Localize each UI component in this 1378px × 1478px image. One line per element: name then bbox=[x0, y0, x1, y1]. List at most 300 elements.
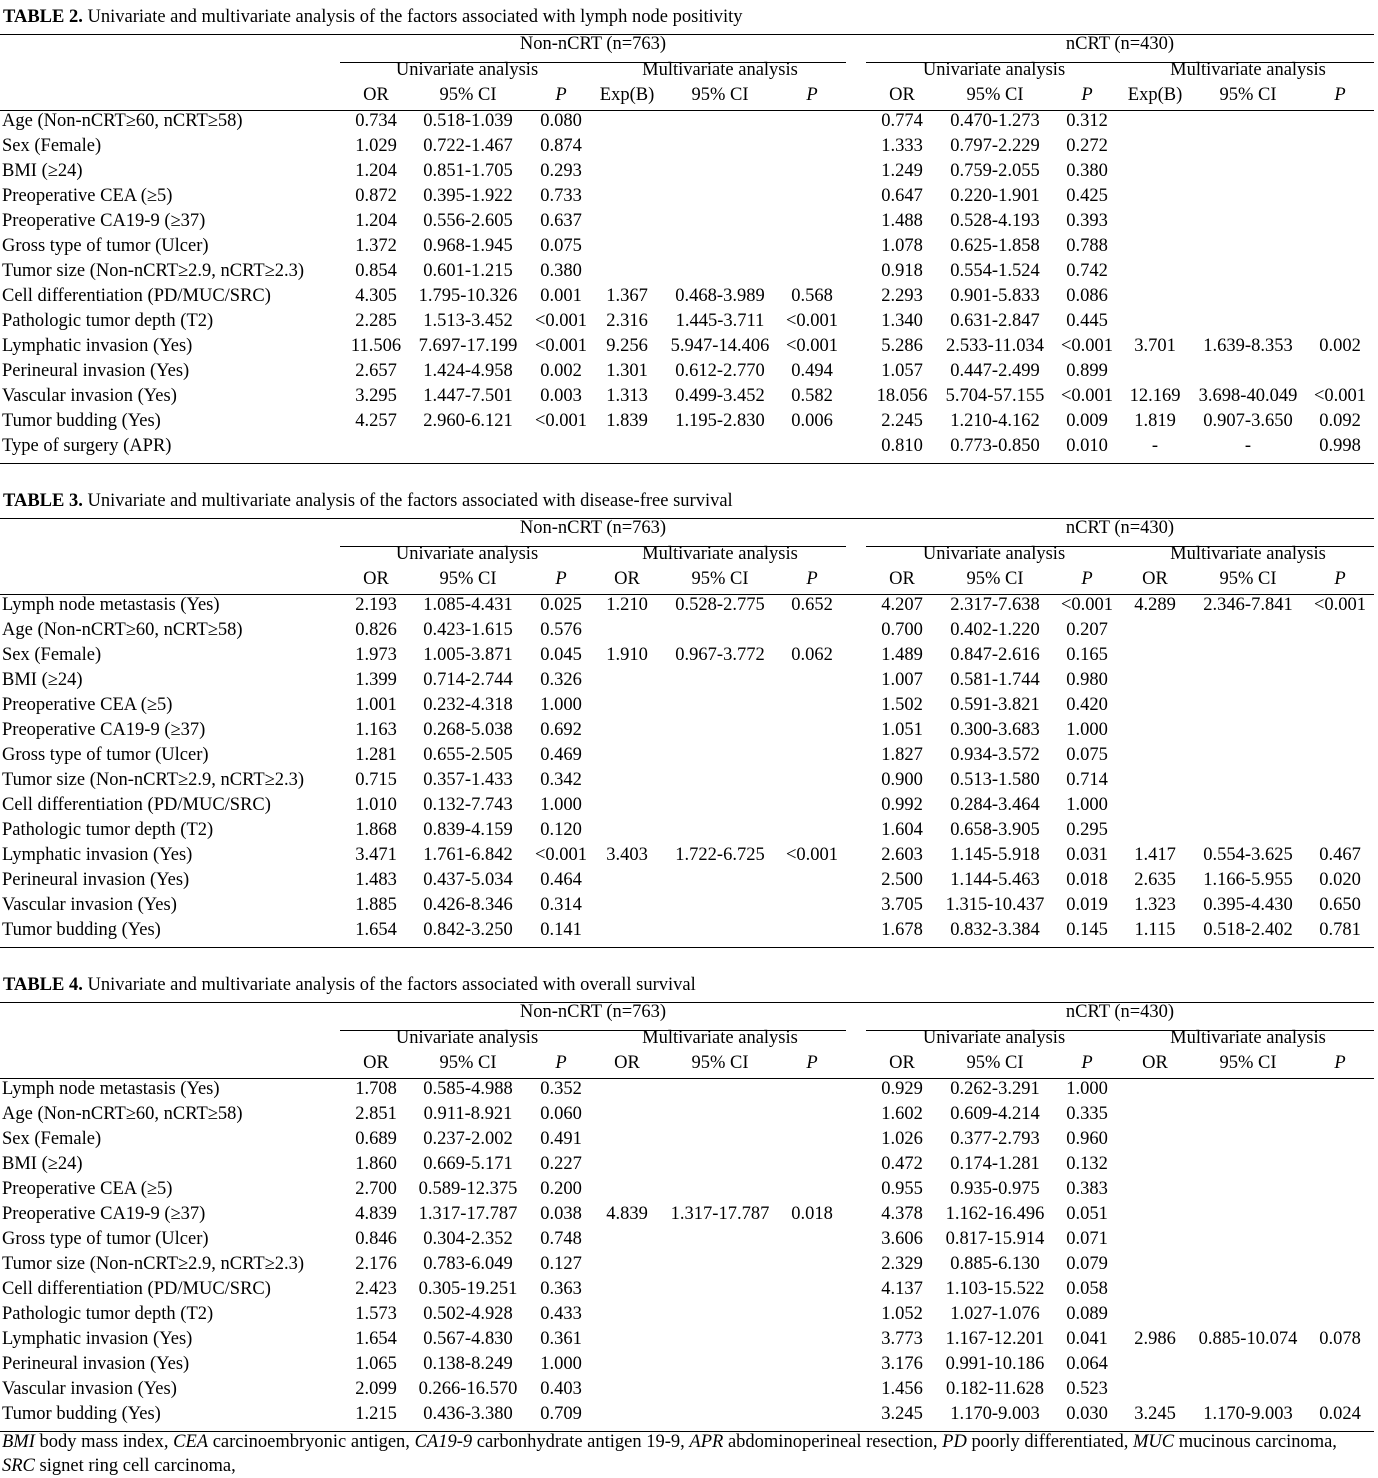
table-cell: 0.019 bbox=[1066, 895, 1108, 915]
table-cell: 0.469 bbox=[540, 745, 582, 765]
subgroup-header: Multivariate analysis bbox=[1170, 60, 1326, 80]
table-cell: 0.003 bbox=[540, 386, 582, 406]
table-cell: 2.176 bbox=[355, 1254, 397, 1274]
table-cell: 1.604 bbox=[881, 820, 923, 840]
table-cell: 0.041 bbox=[1066, 1329, 1108, 1349]
table-cell: 1.115 bbox=[1134, 920, 1176, 940]
table-cell: 1.144-5.463 bbox=[950, 870, 1040, 890]
table-cell: 1.399 bbox=[355, 670, 397, 690]
group-header: nCRT (n=430) bbox=[1065, 34, 1175, 54]
table-cell: 0.089 bbox=[1066, 1304, 1108, 1324]
group-header: nCRT (n=430) bbox=[1065, 1002, 1175, 1022]
subgroup-header: Univariate analysis bbox=[395, 1028, 539, 1048]
table-cell: 1.323 bbox=[1134, 895, 1176, 915]
row-label: Tumor budding (Yes) bbox=[2, 411, 161, 431]
table-title: Univariate and multivariate analysis of the factors associated with disease-free survival bbox=[82, 491, 733, 511]
table-cell: 1.639-8.353 bbox=[1203, 336, 1293, 356]
table-cell: 2.285 bbox=[355, 311, 397, 331]
table-cell: 1.839 bbox=[606, 411, 648, 431]
column-header: 95% CI bbox=[1219, 1053, 1277, 1073]
table-cell: 1.301 bbox=[606, 361, 648, 381]
column-header: 95% CI bbox=[691, 569, 749, 589]
row-label: Age (Non-nCRT≥60, nCRT≥58) bbox=[2, 620, 243, 640]
table-cell: 4.839 bbox=[355, 1204, 397, 1224]
table-cell: 3.295 bbox=[355, 386, 397, 406]
table-cell: 2.533-11.034 bbox=[946, 336, 1044, 356]
row-label: Vascular invasion (Yes) bbox=[2, 895, 177, 915]
table-cell: 1.317-17.787 bbox=[418, 1204, 518, 1224]
table-cell: 0.601-1.215 bbox=[423, 261, 513, 281]
table-cell: 0.132 bbox=[1066, 1154, 1108, 1174]
column-header: OR bbox=[1142, 1053, 1168, 1073]
table-cell: 0.847-2.616 bbox=[950, 645, 1040, 665]
table-cell: 0.576 bbox=[540, 620, 582, 640]
table-cell: 0.024 bbox=[1319, 1404, 1361, 1424]
table-cell: 0.733 bbox=[540, 186, 582, 206]
table-cell: <0.001 bbox=[1313, 595, 1367, 615]
column-header: OR bbox=[889, 85, 915, 105]
table-cell: 0.058 bbox=[1066, 1279, 1108, 1299]
table-cell: 0.361 bbox=[540, 1329, 582, 1349]
table-cell: 2.960-6.121 bbox=[423, 411, 513, 431]
group-header: nCRT (n=430) bbox=[1065, 518, 1175, 538]
table-cell: 0.132-7.743 bbox=[423, 795, 513, 815]
table-cell: <0.001 bbox=[534, 845, 588, 865]
row-label: Pathologic tumor depth (T2) bbox=[2, 1304, 214, 1324]
table-cell: 3.698-40.049 bbox=[1198, 386, 1298, 406]
table-cell: 0.075 bbox=[540, 236, 582, 256]
table-caption bbox=[3, 7, 743, 28]
table-cell: 0.295 bbox=[1066, 820, 1108, 840]
table-cell: 0.468-3.989 bbox=[675, 286, 765, 306]
row-label: Tumor budding (Yes) bbox=[2, 920, 161, 940]
table-cell: 4.839 bbox=[606, 1204, 648, 1224]
table-cell: 11.506 bbox=[350, 336, 402, 356]
table-cell: 0.380 bbox=[1066, 161, 1108, 181]
table-cell: 0.335 bbox=[1066, 1104, 1108, 1124]
table-cell: 4.207 bbox=[881, 595, 923, 615]
table-cell: 0.002 bbox=[1319, 336, 1361, 356]
table-cell: 0.120 bbox=[540, 820, 582, 840]
table-cell: 0.773-0.850 bbox=[950, 436, 1040, 456]
table-cell: <0.001 bbox=[534, 411, 588, 431]
table-cell: 0.395-1.922 bbox=[423, 186, 513, 206]
table-cell: 0.612-2.770 bbox=[675, 361, 765, 381]
table-cell: 0.079 bbox=[1066, 1254, 1108, 1274]
footnote-definition: poorly differentiated, bbox=[966, 1432, 1133, 1452]
row-label: Preoperative CA19-9 (≥37) bbox=[2, 1204, 206, 1224]
row-label: BMI (≥24) bbox=[2, 1154, 83, 1174]
table-cell: 0.609-4.214 bbox=[950, 1104, 1040, 1124]
table-cell: 0.998 bbox=[1319, 436, 1361, 456]
table-cell: 3.701 bbox=[1134, 336, 1176, 356]
table-cell: 0.955 bbox=[881, 1179, 923, 1199]
column-header: P bbox=[1081, 1053, 1093, 1073]
table-cell: 0.582 bbox=[791, 386, 833, 406]
table-cell: 4.378 bbox=[881, 1204, 923, 1224]
table-cell: 1.210 bbox=[606, 595, 648, 615]
table-number: TABLE 4. bbox=[3, 975, 83, 995]
table-cell: 0.426-8.346 bbox=[423, 895, 513, 915]
row-label: Cell differentiation (PD/MUC/SRC) bbox=[2, 286, 271, 306]
table-cell: 0.071 bbox=[1066, 1229, 1108, 1249]
table-cell: 0.797-2.229 bbox=[950, 136, 1040, 156]
row-label: Type of surgery (APR) bbox=[2, 436, 172, 456]
table-title: Univariate and multivariate analysis of the factors associated with overall survival bbox=[82, 975, 696, 995]
table-cell: 0.127 bbox=[540, 1254, 582, 1274]
table-cell: 0.200 bbox=[540, 1179, 582, 1199]
table-cell: 1.827 bbox=[881, 745, 923, 765]
row-label: Sex (Female) bbox=[2, 136, 102, 156]
table-cell: 2.851 bbox=[355, 1104, 397, 1124]
row-label: Lymph node metastasis (Yes) bbox=[2, 595, 220, 615]
table-cell: 0.312 bbox=[1066, 111, 1108, 131]
table-cell: 9.256 bbox=[606, 336, 648, 356]
row-label: Tumor size (Non-nCRT≥2.9, nCRT≥2.3) bbox=[2, 261, 305, 281]
table-cell: 0.377-2.793 bbox=[950, 1129, 1040, 1149]
table-cell: 0.402-1.220 bbox=[950, 620, 1040, 640]
table-cell: 0.652 bbox=[791, 595, 833, 615]
table-cell: 1.973 bbox=[355, 645, 397, 665]
table-cell: 1.065 bbox=[355, 1354, 397, 1374]
table-cell: 0.783-6.049 bbox=[423, 1254, 513, 1274]
table-cell: 0.078 bbox=[1319, 1329, 1361, 1349]
row-label: Lymphatic invasion (Yes) bbox=[2, 336, 193, 356]
table-cell: 0.141 bbox=[540, 920, 582, 940]
row-label: Tumor size (Non-nCRT≥2.9, nCRT≥2.3) bbox=[2, 770, 305, 790]
table-cell: 1.483 bbox=[355, 870, 397, 890]
table-cell: 0.207 bbox=[1066, 620, 1108, 640]
table-cell: 3.245 bbox=[1134, 1404, 1176, 1424]
table-cell: 0.658-3.905 bbox=[950, 820, 1040, 840]
footnote-abbreviation: APR bbox=[689, 1432, 724, 1452]
group-header: Non-nCRT (n=763) bbox=[519, 518, 667, 538]
table-cell: 1.052 bbox=[881, 1304, 923, 1324]
table-cell: 4.289 bbox=[1134, 595, 1176, 615]
table-cell: 0.700 bbox=[881, 620, 923, 640]
table-cell: 1.678 bbox=[881, 920, 923, 940]
column-header: OR bbox=[363, 85, 389, 105]
table-cell: 0.470-1.273 bbox=[950, 111, 1040, 131]
table-cell: 0.709 bbox=[540, 1404, 582, 1424]
row-label: Tumor budding (Yes) bbox=[2, 1404, 161, 1424]
table-cell: 0.062 bbox=[791, 645, 833, 665]
table-cell: 0.227 bbox=[540, 1154, 582, 1174]
row-label: Vascular invasion (Yes) bbox=[2, 386, 177, 406]
column-header: OR bbox=[363, 569, 389, 589]
table-cell: 1.167-12.201 bbox=[945, 1329, 1045, 1349]
table-cell: 1.340 bbox=[881, 311, 923, 331]
table-cell: <0.001 bbox=[785, 336, 839, 356]
table-cell: 1.010 bbox=[355, 795, 397, 815]
row-label: Pathologic tumor depth (T2) bbox=[2, 311, 214, 331]
table-cell: 3.245 bbox=[881, 1404, 923, 1424]
table-cell: 0.086 bbox=[1066, 286, 1108, 306]
table-cell: 0.907-3.650 bbox=[1203, 411, 1293, 431]
table-cell: 0.030 bbox=[1066, 1404, 1108, 1424]
table-cell: 0.010 bbox=[1066, 436, 1108, 456]
column-header: 95% CI bbox=[966, 569, 1024, 589]
table-cell: 0.513-1.580 bbox=[950, 770, 1040, 790]
table-cell: 0.839-4.159 bbox=[423, 820, 513, 840]
table-cell: 0.383 bbox=[1066, 1179, 1108, 1199]
table-cell: 5.704-57.155 bbox=[945, 386, 1045, 406]
table-cell: 0.138-8.249 bbox=[423, 1354, 513, 1374]
footnote-definition: body mass index, bbox=[34, 1432, 174, 1452]
row-label: Sex (Female) bbox=[2, 1129, 102, 1149]
table-cell: 0.528-4.193 bbox=[950, 211, 1040, 231]
table-cell: 0.045 bbox=[540, 645, 582, 665]
table-cell: 1.204 bbox=[355, 161, 397, 181]
table-cell: <0.001 bbox=[785, 845, 839, 865]
table-cell: 0.502-4.928 bbox=[423, 1304, 513, 1324]
table-cell: <0.001 bbox=[1060, 336, 1114, 356]
table-cell: 1.051 bbox=[881, 720, 923, 740]
table-cell: 0.810 bbox=[881, 436, 923, 456]
footnote-definition: carcinoembryonic antigen, bbox=[208, 1432, 415, 1452]
table-cell: 0.293 bbox=[540, 161, 582, 181]
table-cell: 0.631-2.847 bbox=[950, 311, 1040, 331]
table-cell: 0.518-1.039 bbox=[423, 111, 513, 131]
column-header: 95% CI bbox=[966, 85, 1024, 105]
footnote-abbreviation: MUC bbox=[1132, 1432, 1175, 1452]
row-label: Cell differentiation (PD/MUC/SRC) bbox=[2, 795, 271, 815]
table-cell: 1.445-3.711 bbox=[675, 311, 765, 331]
table-cell: 0.025 bbox=[540, 595, 582, 615]
table-cell: 0.715 bbox=[355, 770, 397, 790]
table-cell: 1.170-9.003 bbox=[1203, 1404, 1293, 1424]
table-cell: 0.080 bbox=[540, 111, 582, 131]
table-cell: 0.650 bbox=[1319, 895, 1361, 915]
table-cell: 0.714 bbox=[1066, 770, 1108, 790]
table-title: Univariate and multivariate analysis of the factors associated with lymph node positivity bbox=[82, 7, 743, 27]
column-header: P bbox=[806, 1053, 818, 1073]
row-label: Perineural invasion (Yes) bbox=[2, 870, 190, 890]
column-header: 95% CI bbox=[1219, 85, 1277, 105]
footnote bbox=[2, 1430, 1372, 1478]
table-cell: 1.602 bbox=[881, 1104, 923, 1124]
column-header: 95% CI bbox=[691, 85, 749, 105]
table-cell: 0.851-1.705 bbox=[423, 161, 513, 181]
table-cell: 1.885 bbox=[355, 895, 397, 915]
table-cell: 0.591-3.821 bbox=[950, 695, 1040, 715]
table-cell: 1.372 bbox=[355, 236, 397, 256]
table-cell: 0.523 bbox=[1066, 1379, 1108, 1399]
table-cell: 1.488 bbox=[881, 211, 923, 231]
table-cell: 2.603 bbox=[881, 845, 923, 865]
group-header: Non-nCRT (n=763) bbox=[519, 1002, 667, 1022]
table-cell: 0.901-5.833 bbox=[950, 286, 1040, 306]
footnote-abbreviation: SRC bbox=[2, 1456, 35, 1476]
table-cell: 2.316 bbox=[606, 311, 648, 331]
table-cell: 0.075 bbox=[1066, 745, 1108, 765]
table-cell: 0.918 bbox=[881, 261, 923, 281]
table-cell: 2.657 bbox=[355, 361, 397, 381]
table-cell: 1.367 bbox=[606, 286, 648, 306]
subgroup-header: Univariate analysis bbox=[922, 60, 1066, 80]
footnote-abbreviation: CEA bbox=[173, 1432, 209, 1452]
column-header: P bbox=[1334, 1053, 1346, 1073]
table-cell: 0.447-2.499 bbox=[950, 361, 1040, 381]
table-cell: 1.722-6.725 bbox=[675, 845, 765, 865]
table-cell: 0.220-1.901 bbox=[950, 186, 1040, 206]
table-cell: 5.947-14.406 bbox=[670, 336, 770, 356]
table-cell: 2.317-7.638 bbox=[950, 595, 1040, 615]
table-cell: 0.284-3.464 bbox=[950, 795, 1040, 815]
row-label: BMI (≥24) bbox=[2, 161, 83, 181]
table-cell: 0.655-2.505 bbox=[423, 745, 513, 765]
table-cell: 1.708 bbox=[355, 1079, 397, 1099]
table-cell: 4.305 bbox=[355, 286, 397, 306]
table-cell: 0.826 bbox=[355, 620, 397, 640]
table-cell: 0.266-16.570 bbox=[418, 1379, 518, 1399]
column-header: OR bbox=[363, 1053, 389, 1073]
table-cell: 3.176 bbox=[881, 1354, 923, 1374]
row-label: Preoperative CEA (≥5) bbox=[2, 186, 173, 206]
row-label: Age (Non-nCRT≥60, nCRT≥58) bbox=[2, 1104, 243, 1124]
table-cell: 1.000 bbox=[540, 695, 582, 715]
subgroup-header: Multivariate analysis bbox=[1170, 1028, 1326, 1048]
row-label: Preoperative CA19-9 (≥37) bbox=[2, 720, 206, 740]
table-cell: 0.314 bbox=[540, 895, 582, 915]
table-cell: 0.436-3.380 bbox=[423, 1404, 513, 1424]
table-cell: 1.424-4.958 bbox=[423, 361, 513, 381]
table-cell: 0.885-6.130 bbox=[950, 1254, 1040, 1274]
table-cell: 0.272 bbox=[1066, 136, 1108, 156]
column-header: 95% CI bbox=[439, 85, 497, 105]
table-cell: <0.001 bbox=[1313, 386, 1367, 406]
table-cell: 1.085-4.431 bbox=[423, 595, 513, 615]
table-cell: 1.795-10.326 bbox=[418, 286, 518, 306]
footnote-abbreviation: CA19-9 bbox=[414, 1432, 473, 1452]
column-header: P bbox=[1081, 85, 1093, 105]
table-cell: 0.031 bbox=[1066, 845, 1108, 865]
table-cell: <0.001 bbox=[1060, 386, 1114, 406]
table-cell: 0.874 bbox=[540, 136, 582, 156]
table-cell: 0.846 bbox=[355, 1229, 397, 1249]
table-cell: 0.872 bbox=[355, 186, 397, 206]
table-cell: 0.268-5.038 bbox=[423, 720, 513, 740]
table-cell: 0.637 bbox=[540, 211, 582, 231]
subgroup-header: Univariate analysis bbox=[922, 544, 1066, 564]
table-cell: 0.300-3.683 bbox=[950, 720, 1040, 740]
table-cell: 0.262-3.291 bbox=[950, 1079, 1040, 1099]
table-cell: 0.554-3.625 bbox=[1203, 845, 1293, 865]
table-cell: 4.137 bbox=[881, 1279, 923, 1299]
table-cell: 1.204 bbox=[355, 211, 397, 231]
table-cell: 2.635 bbox=[1134, 870, 1176, 890]
row-label: Perineural invasion (Yes) bbox=[2, 1354, 190, 1374]
table-cell: 0.722-1.467 bbox=[423, 136, 513, 156]
table-cell: 0.491 bbox=[540, 1129, 582, 1149]
table-cell: 0.748 bbox=[540, 1229, 582, 1249]
table-cell: 0.647 bbox=[881, 186, 923, 206]
table-cell: 0.237-2.002 bbox=[423, 1129, 513, 1149]
column-header: P bbox=[1334, 569, 1346, 589]
column-header: 95% CI bbox=[1219, 569, 1277, 589]
table-cell: 1.417 bbox=[1134, 845, 1176, 865]
table-cell: 0.992 bbox=[881, 795, 923, 815]
row-label: Gross type of tumor (Ulcer) bbox=[2, 1229, 209, 1249]
table-cell: 2.986 bbox=[1134, 1329, 1176, 1349]
column-header: OR bbox=[614, 1053, 640, 1073]
row-label: Lymph node metastasis (Yes) bbox=[2, 1079, 220, 1099]
table-cell: 0.009 bbox=[1066, 411, 1108, 431]
row-label: Preoperative CA19-9 (≥37) bbox=[2, 211, 206, 231]
column-header: Exp(B) bbox=[599, 85, 655, 105]
table-cell: 5.286 bbox=[881, 336, 923, 356]
table-cell: 0.556-2.605 bbox=[423, 211, 513, 231]
table-cell: 1.166-5.955 bbox=[1203, 870, 1293, 890]
table-cell: 0.018 bbox=[791, 1204, 833, 1224]
table-cell: 1.210-4.162 bbox=[950, 411, 1040, 431]
table-cell: 1.001 bbox=[355, 695, 397, 715]
table-cell: 12.169 bbox=[1129, 386, 1181, 406]
table-cell: 0.064 bbox=[1066, 1354, 1108, 1374]
table-cell: 0.423-1.615 bbox=[423, 620, 513, 640]
table-cell: 0.464 bbox=[540, 870, 582, 890]
table-cell: 1.145-5.918 bbox=[950, 845, 1040, 865]
table-cell: 0.038 bbox=[540, 1204, 582, 1224]
table-cell: 2.700 bbox=[355, 1179, 397, 1199]
table-cell: 0.437-5.034 bbox=[423, 870, 513, 890]
table-cell: 0.832-3.384 bbox=[950, 920, 1040, 940]
table-cell: 0.567-4.830 bbox=[423, 1329, 513, 1349]
column-header: P bbox=[555, 1053, 567, 1073]
table-cell: 1.654 bbox=[355, 1329, 397, 1349]
table-cell: 1.029 bbox=[355, 136, 397, 156]
footnote-definition: mucinous carcinoma, bbox=[1174, 1432, 1337, 1452]
row-label: Lymphatic invasion (Yes) bbox=[2, 1329, 193, 1349]
footnote-definition: abdominoperineal resection, bbox=[723, 1432, 943, 1452]
table-cell: 3.705 bbox=[881, 895, 923, 915]
row-label: Sex (Female) bbox=[2, 645, 102, 665]
table-cell: 0.581-1.744 bbox=[950, 670, 1040, 690]
column-header: P bbox=[1081, 569, 1093, 589]
table-cell: 0.669-5.171 bbox=[423, 1154, 513, 1174]
subgroup-header: Multivariate analysis bbox=[642, 1028, 798, 1048]
table-cell: <0.001 bbox=[785, 311, 839, 331]
table-cell: 0.494 bbox=[791, 361, 833, 381]
table-cell: 0.968-1.945 bbox=[423, 236, 513, 256]
table-cell: 1.868 bbox=[355, 820, 397, 840]
table-cell: 0.165 bbox=[1066, 645, 1108, 665]
column-header: Exp(B) bbox=[1127, 85, 1183, 105]
row-label: Pathologic tumor depth (T2) bbox=[2, 820, 214, 840]
table-cell: 0.842-3.250 bbox=[423, 920, 513, 940]
table-cell: 3.606 bbox=[881, 1229, 923, 1249]
table-cell: 1.315-10.437 bbox=[945, 895, 1045, 915]
table-cell: 1.489 bbox=[881, 645, 923, 665]
table-cell: 0.403 bbox=[540, 1379, 582, 1399]
table-cell: 0.817-15.914 bbox=[945, 1229, 1045, 1249]
table-cell: 0.305-19.251 bbox=[418, 1279, 518, 1299]
table-cell: 0.425 bbox=[1066, 186, 1108, 206]
row-label: Lymphatic invasion (Yes) bbox=[2, 845, 193, 865]
column-header: OR bbox=[889, 1053, 915, 1073]
table-cell: 1.573 bbox=[355, 1304, 397, 1324]
footnote-abbreviation: PD bbox=[942, 1432, 967, 1452]
column-header: P bbox=[1334, 85, 1346, 105]
column-header: OR bbox=[614, 569, 640, 589]
table-cell: 0.174-1.281 bbox=[950, 1154, 1040, 1174]
table-caption bbox=[3, 491, 733, 512]
subgroup-header: Univariate analysis bbox=[922, 1028, 1066, 1048]
subgroup-header: Multivariate analysis bbox=[1170, 544, 1326, 564]
footnote-definition: carbonhydrate antigen 19-9, bbox=[472, 1432, 690, 1452]
table-cell: 0.342 bbox=[540, 770, 582, 790]
table-cell: 0.006 bbox=[791, 411, 833, 431]
